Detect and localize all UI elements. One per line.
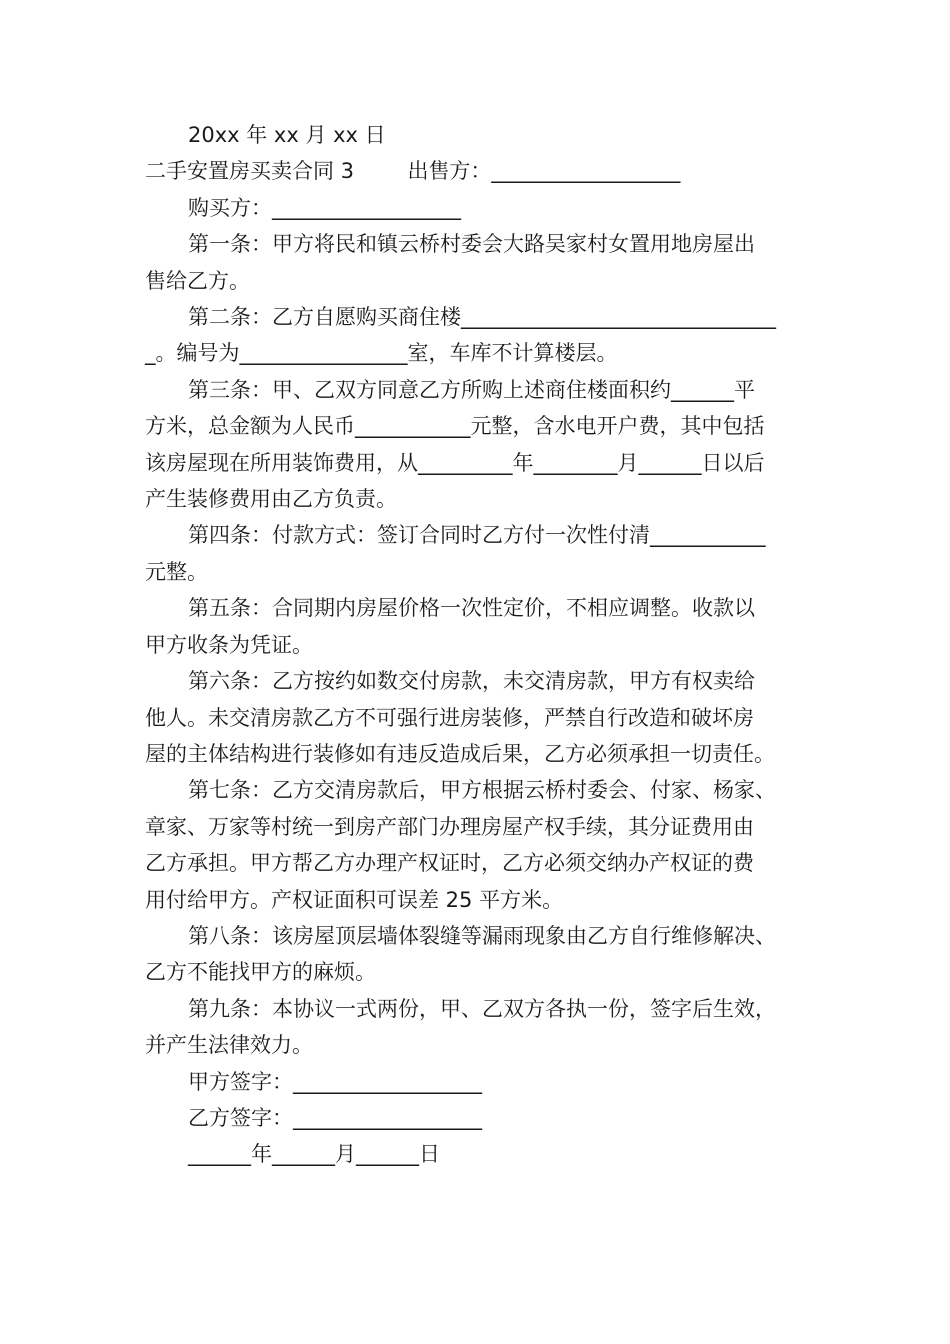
clause-8-line-2: 乙方不能找甲方的麻烦。 [145, 960, 376, 985]
party-a-signature: 甲方签字：__________________ [188, 1069, 482, 1094]
clause-1-line-1: 第一条：甲方将民和镇云桥村委会大路吴家村女置用地房屋出 [188, 232, 755, 257]
date-line: 20xx 年 xx 月 xx 日 [188, 123, 386, 147]
clause-5-line-2: 甲方收条为凭证。 [145, 632, 313, 657]
clause-8-line-1: 第八条：该房屋顶层墙体裂缝等漏雨现象由乙方自行维修解决、 [188, 923, 776, 948]
clause-6-line-2: 他人。未交清房款乙方不可强行进房装修，严禁自行改造和破坏房 [145, 705, 754, 730]
clause-3-line-1: 第三条：甲、乙双方同意乙方所购上述商住楼面积约______平 [188, 377, 755, 402]
clause-7-line-3: 乙方承担。甲方帮乙方办理产权证时，乙方必须交纳办产权证的费 [145, 851, 754, 876]
clause-2-line-1: 第二条：乙方自愿购买商住楼______________________________ [188, 305, 776, 330]
title-line: 二手安置房买卖合同 3 出售方：__________________ [145, 159, 681, 184]
clause-6-line-3: 屋的主体结构进行装修如有违反造成后果，乙方必须承担一切责任。 [145, 741, 775, 766]
clause-5-line-1: 第五条：合同期内房屋价格一次性定价，不相应调整。收款以 [188, 596, 755, 621]
clause-4-line-2: 元整。 [145, 559, 208, 584]
clause-3-line-2: 方米，总金额为人民币___________元整，含水电开户费，其中包括 [145, 414, 765, 439]
signing-date: ______年______月______日 [188, 1142, 440, 1167]
party-b-signature: 乙方签字：__________________ [188, 1105, 482, 1130]
clause-9-line-2: 并产生法律效力。 [145, 1033, 313, 1058]
contract-body [145, 117, 815, 1173]
clause-3-line-4: 产生装修费用由乙方负责。 [145, 487, 397, 512]
clause-2-line-2: _。编号为________________室，车库不计算楼层。 [145, 341, 618, 366]
clause-7-line-2: 章家、万家等村统一到房产部门办理房屋产权手续，其分证费用由 [145, 814, 754, 839]
clause-9-line-1: 第九条：本协议一式两份，甲、乙双方各执一份，签字后生效， [188, 996, 776, 1021]
clause-6-line-1: 第六条：乙方按约如数交付房款，未交清房款，甲方有权卖给 [188, 669, 755, 694]
clause-3-line-3: 该房屋现在所用装饰费用，从_________年________月______日以后 [145, 450, 765, 475]
clause-1-line-2: 售给乙方。 [145, 268, 250, 293]
clause-4-line-1: 第四条：付款方式：签订合同时乙方付一次性付清___________ [188, 523, 766, 548]
buyer-line: 购买方：__________________ [188, 195, 461, 220]
clause-7-line-1: 第七条：乙方交清房款后，甲方根据云桥村委会、付家、杨家、 [188, 778, 776, 803]
clause-7-line-4: 用付给甲方。产权证面积可误差 25 平方米。 [145, 887, 564, 912]
